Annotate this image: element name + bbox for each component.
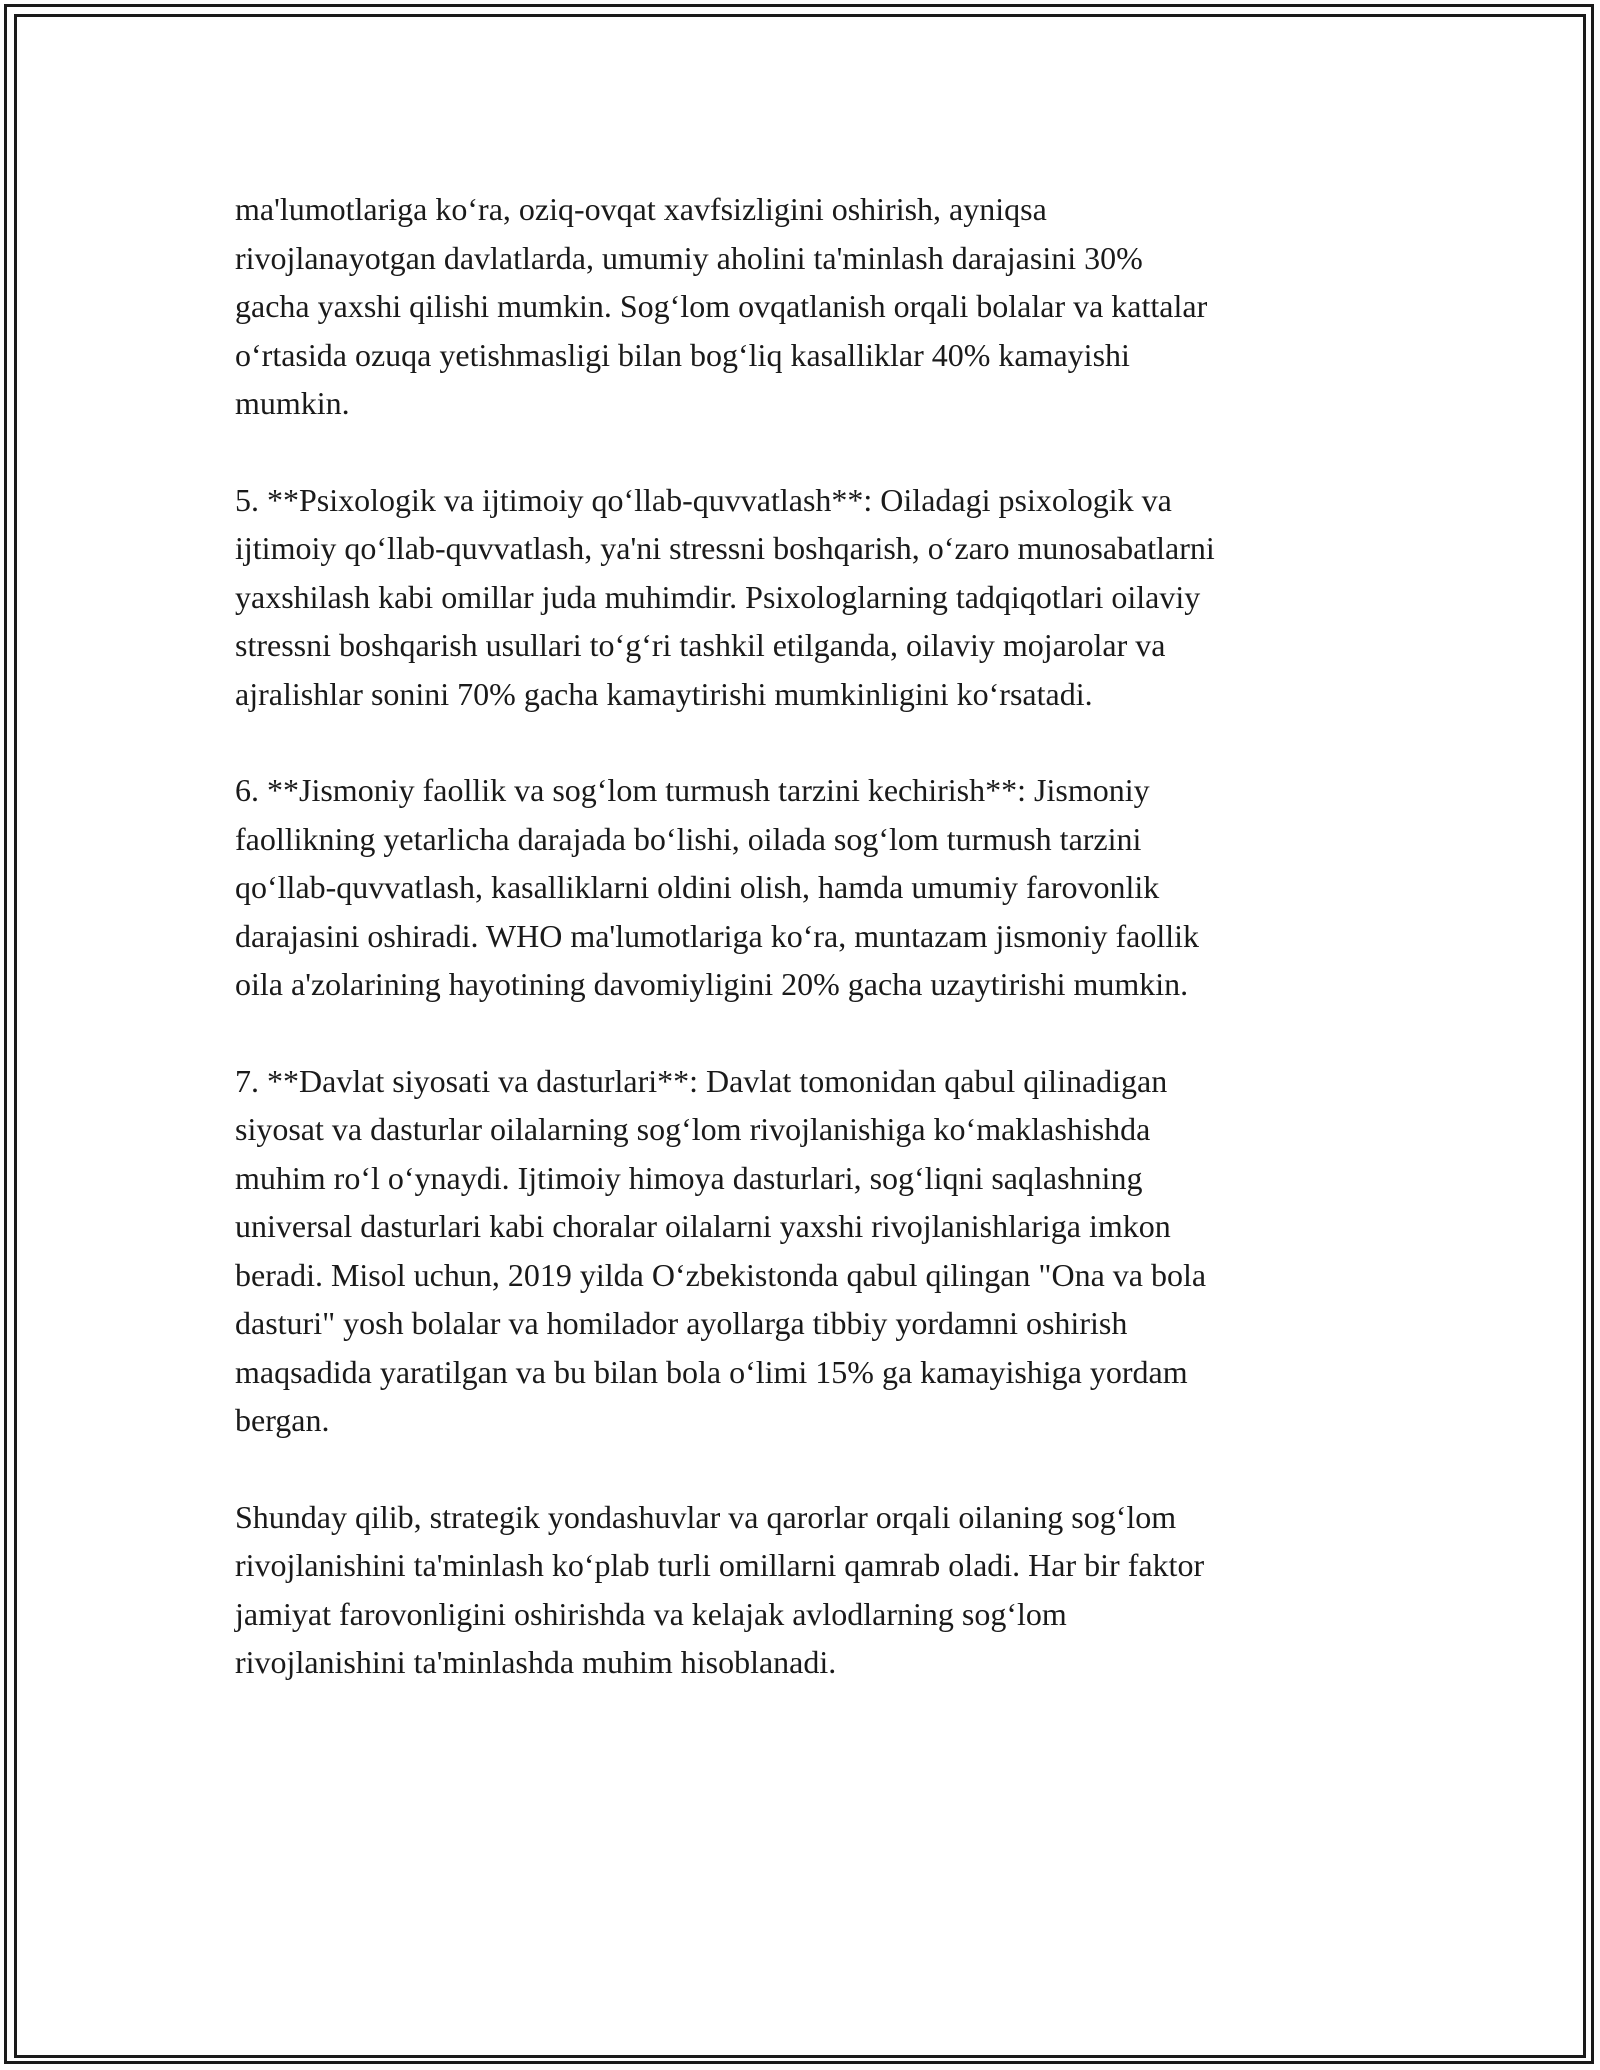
paragraph-food-security: ma'lumotlariga ko‘ra, oziq-ovqat xavfsizligini oshirish, ayniqsa rivojlanayotgan davlatlarda, umumiy aholini ta'minlash darajasini 30% gacha yaxshi qilishi mumkin. Sog‘lom ovqatlanish orqali bolalar va kattalar o‘rtasida ozuqa yetishmasligi bilan bog‘liq kasalliklar 40% kamayishi mumkin. xyxy=(235,191,1208,421)
paragraph-state-policy: 7. **Davlat siyosati va dasturlari**: Davlat tomonidan qabul qilinadigan siyosat va dasturlar oilalarning sog‘lom rivojlanishiga ko‘maklashishda muhim ro‘l o‘ynaydi. Ijtimoiy himoya dasturlari, sog‘liqni saqlashning universal dasturlari kabi choralar oilalarni yaxshi rivojlanishlariga imkon beradi. Misol uchun, 2019 yilda O‘zbekistonda qabul qilingan "Ona va bola dasturi" yosh bolalar va homilador ayollarga tibbiy yordamni oshirish maqsadida yaratilgan va bu bilan bola o‘limi 15% ga kamayishiga yordam bergan. xyxy=(235,1062,1207,1438)
document-body xyxy=(235,185,1365,1735)
paragraph-physical-activity: 6. **Jismoniy faollik va sog‘lom turmush tarzini kechirish**: Jismoniy faollikning yetarlicha darajada bo‘lishi, oilada sog‘lom turmush tarzini qo‘llab-quvvatlash, kasalliklarni oldini olish, hamda umumiy farovonlik darajasini oshiradi. WHO ma'lumotlariga ko‘ra, muntazam jismoniy faollik oila a'zolarining hayotining davomiyligini 20% gacha uzaytirishi mumkin. xyxy=(235,772,1200,1002)
paragraph-psychological-support: 5. **Psixologik va ijtimoiy qo‘llab-quvvatlash**: Oiladagi psixologik va ijtimoiy qo‘llab-quvvatlash, ya'ni stressni boshqarish, o‘zaro munosabatlarni yaxshilash kabi omillar juda muhimdir. Psixologlarning tadqiqotlari oilaviy stressni boshqarish usullari to‘g‘ri tashkil etilganda, oilaviy mojarolar va ajralishlar sonini 70% gacha kamaytirishi mumkinligini ko‘rsatadi. xyxy=(235,481,1215,712)
paragraph-conclusion: Shunday qilib, strategik yondashuvlar va qarorlar orqali oilaning sog‘lom rivojlanishini ta'minlash ko‘plab turli omillarni qamrab oladi. Har bir faktor jamiyat farovonligini oshirishda va kelajak avlodlarning sog‘lom rivojlanishini ta'minlashda muhim hisoblanadi. xyxy=(235,1498,1205,1680)
